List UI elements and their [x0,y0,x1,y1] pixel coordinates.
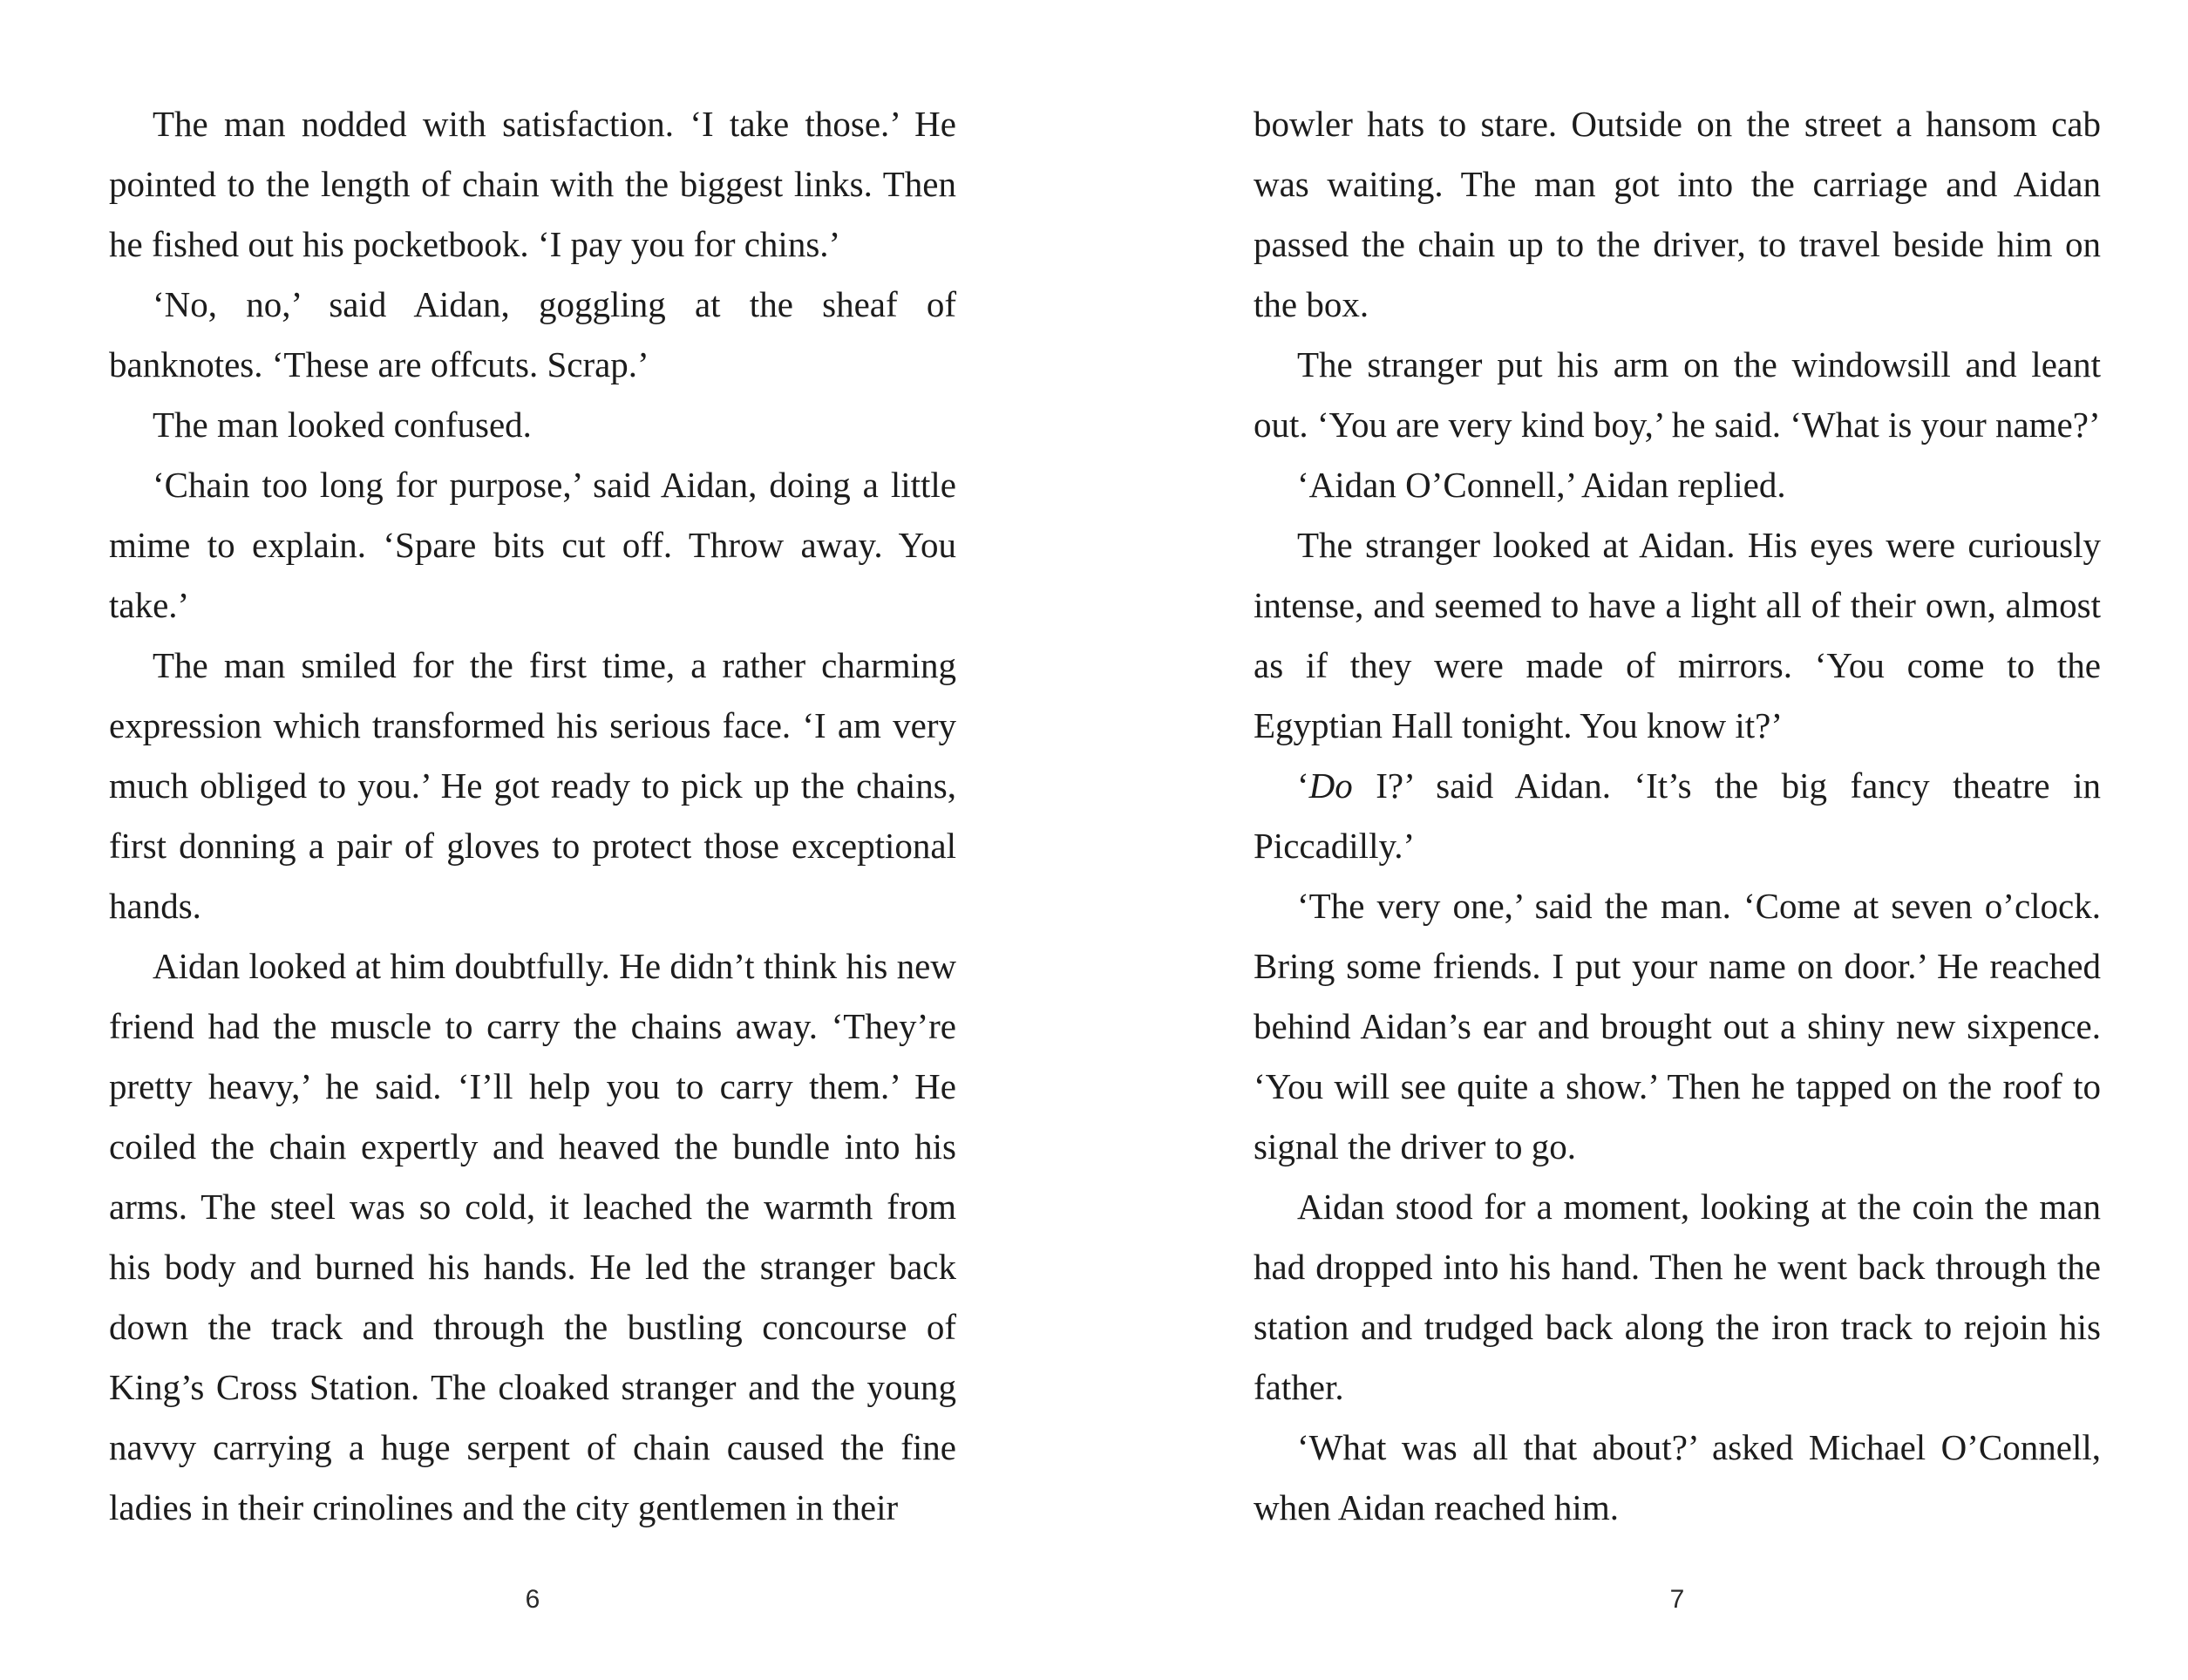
paragraph: The man nodded with satisfaction. ‘I take those.’ He pointed to the length of chain with the biggest links. Then he fished out his pocketbook. ‘I pay you for chins.’ [109,104,956,264]
paragraph: The stranger looked at Aidan. His eyes were curiously intense, and seemed to have a light all of their own, almost as if they were made of mirrors. ‘You come to the Egyptian Hall tonight. You know it?’ [1254,525,2101,745]
paragraph: The stranger put his arm on the windowsill and leant out. ‘You are very kind boy,’ he said. ‘What is your name?’ [1254,344,2101,445]
left-page-text [109,94,956,1538]
paragraph: Aidan looked at him doubtfully. He didn’t think his new friend had the muscle to carry the chains away. ‘They’re pretty heavy,’ he said. ‘I’ll help you to carry them.’ He coiled the chain expertly and heaved the bundle into his arms. The steel was so cold, it leached the warmth from his body and burned his hands. He led the stranger back down the track and through the bustling concourse of King’s Cross Station. The cloaked stranger and the young navvy carrying a huge serpent of chain caused the fine ladies in their crinolines and the city gentlemen in their [109,946,956,1527]
emphasis-do: Do [1308,765,1353,806]
page-number: 6 [525,1585,540,1614]
page-number: 7 [1669,1585,1685,1614]
paragraph: ‘Chain too long for purpose,’ said Aidan, doing a little mime to explain. ‘Spare bits cut off. Throw away. You take.’ [109,465,956,625]
paragraph-continuation: bowler hats to stare. Outside on the street a hansom cab was waiting. The man got into the carriage and Aidan passed the chain up to the driver, to travel beside him on the box. [1254,104,2101,324]
paragraph-do-i [1254,756,2101,876]
right-page [1094,0,2188,1680]
open-quote: ‘ [1297,765,1309,806]
paragraph: ‘The very one,’ said the man. ‘Come at seven o’clock. Bring some friends. I put your name on door.’ He reached behind Aidan’s ear and brought out a shiny new sixpence. ‘You will see quite a show.’ Then he tapped on the roof to signal the driver to go. [1254,886,2101,1166]
right-page-text [1254,94,2101,1538]
paragraph-rest: I?’ said Aidan. ‘It’s the big fancy theatre in Piccadilly.’ [1254,765,2101,866]
paragraph: The man smiled for the first time, a rather charming expression which transformed his serious face. ‘I am very much obliged to you.’ He got ready to pick up the chains, first donning a pair of gloves to protect those exceptional hands. [109,645,956,926]
paragraph: The man looked confused. [153,405,532,445]
paragraph: ‘No, no,’ said Aidan, goggling at the sheaf of banknotes. ‘These are offcuts. Scrap.’ [109,284,956,384]
paragraph: ‘Aidan O’Connell,’ Aidan replied. [1297,465,1786,505]
paragraph: ‘What was all that about?’ asked Michael O’Connell, when Aidan reached him. [1254,1427,2101,1527]
paragraph: Aidan stood for a moment, looking at the coin the man had dropped into his hand. Then he went back through the station and trudged back along the iron track to rejoin his father. [1254,1187,2101,1407]
